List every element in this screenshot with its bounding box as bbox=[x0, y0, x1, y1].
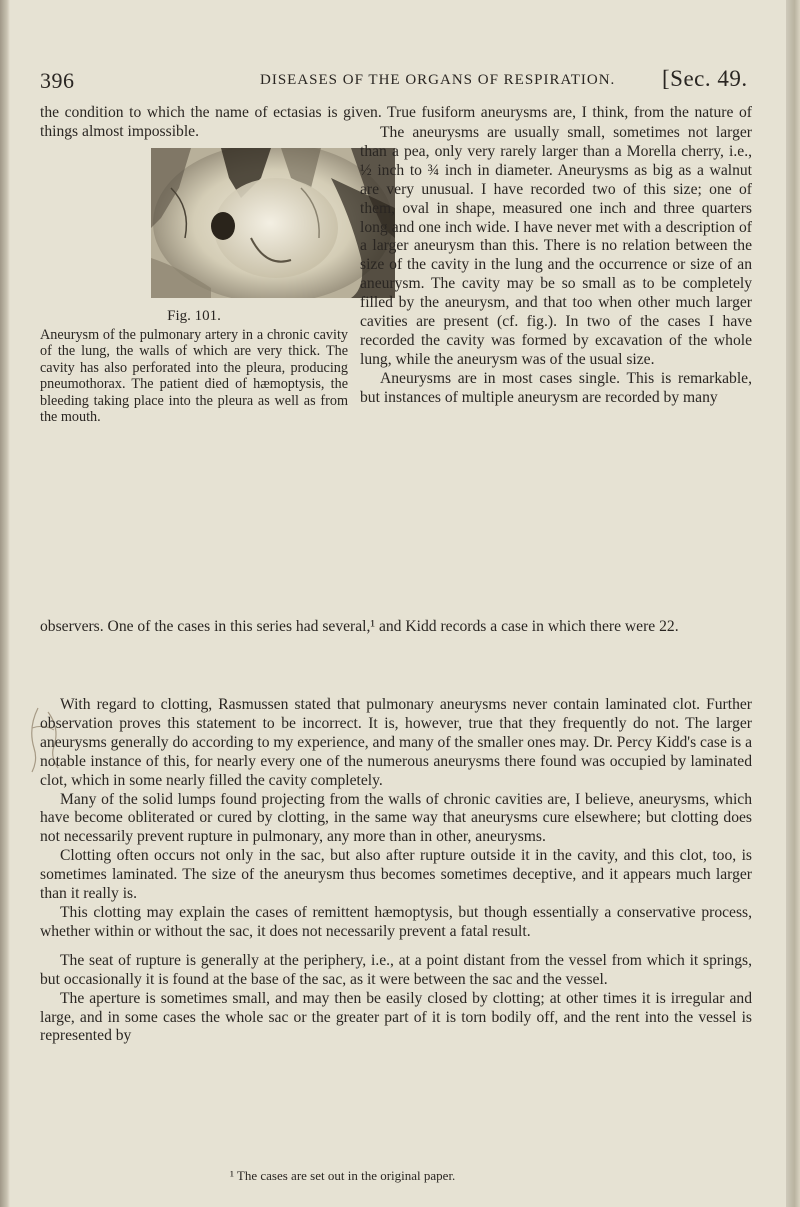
paragraph: The aperture is sometimes small, and may then be easily closed by clotting; at other times it is irregular and large, and in some cases the whole sac or the greater part of it is torn bodily off, and the rent into the vessel is represented by bbox=[40, 989, 752, 1045]
intro-text: the condition to which the name of ectasias is given. True fusiform aneurysms are, I think, from the nature of things almost impossible. bbox=[40, 104, 752, 140]
paragraph: Clotting often occurs not only in the sac, but also after rupture outside it in the cavity, and this clot, too, is sometimes laminated. The size of the aneurysm thus becomes sometimes deceptive, and it appears much larger than it really is. bbox=[40, 847, 752, 903]
running-head: DISEASES OF THE ORGANS OF RESPIRATION. bbox=[260, 72, 616, 88]
continuation-paragraph: observers. One of the cases in this series had several,¹ and Kidd records a case in which there were 22. bbox=[40, 618, 679, 635]
section-label: [Sec. 49. bbox=[662, 66, 748, 91]
page-gutter-shadow bbox=[0, 0, 10, 1207]
paragraph: With regard to clotting, Rasmussen stated that pulmonary aneurysms never contain laminated clot. Further observation proves this statement to be incorrect. It is, however, true that they frequently do not. The larger aneurysms generally do according to my experience, and many of the smaller ones may. Dr. Percy Kidd's case is a notable instance of this, for nearly every one of the numerous aneurysms there found was occupied by laminated clot, which in some nearly filled the cavity completely. bbox=[40, 696, 752, 789]
right-column-text bbox=[360, 124, 752, 408]
page-header bbox=[40, 62, 760, 96]
figure-caption bbox=[40, 308, 348, 426]
lung-cavity-drawing bbox=[151, 148, 395, 298]
figure-illustration bbox=[151, 148, 395, 298]
footnote: ¹ The cases are set out in the original paper. bbox=[230, 1168, 456, 1183]
figure-caption-text: Aneurysm of the pulmonary artery in a chronic cavity of the lung, the walls of which are very thick. The cavity has also perforated into the pleura, producing pneumothorax. The patient died of hæmoptysis, the bleeding taking place into the pleura as well as from the mouth. bbox=[40, 326, 348, 425]
page-number: 396 bbox=[40, 68, 75, 93]
paragraph: The seat of rupture is generally at the periphery, i.e., at a point distant from the vessel from which it springs, but occasionally it is found at the base of the sac, as it were between the sac and the vessel. bbox=[40, 951, 752, 988]
paragraph: This clotting may explain the cases of remittent hæmoptysis, but though essentially a conservative process, whether within or without the sac, it does not necessarily prevent a fatal result. bbox=[40, 903, 752, 940]
paragraph: Many of the solid lumps found projecting from the walls of chronic cavities are, I believe, aneurysms, which have become obliterated or cured by clotting, in the same way that aneurysms cure elsewhere; but clotting does not necessarily prevent rupture in pulmonary, any more than in other, aneurysms. bbox=[40, 790, 752, 846]
main-text bbox=[40, 696, 752, 1046]
paragraph: Aneurysms are in most cases single. This is remarkable, but instances of multiple aneurysm are recorded by many bbox=[360, 369, 752, 406]
paragraph: The aneurysms are usually small, sometimes not larger than a pea, only very rarely larger than a Morella cherry, i.e., ½ inch to ¾ inch in diameter. Aneurysms as big as a walnut are very unusual. I have recorded two of this size; one of them, oval in shape, measured one inch and three quarters long and one inch wide. I have never met with a description of a larger aneurysm than this. There is no relation between the size of the cavity in the lung and the occurrence or size of an aneurysm. The cavity may be so small as to be completely filled by the aneurysm, and that too when other much larger cavities are present (cf. fig.). In two of the cases I have recorded the cavity was formed by excavation of the whole lung, while the aneurysm was of the usual size. bbox=[360, 124, 752, 368]
page-edge bbox=[786, 0, 800, 1207]
figure-label: Fig. 101. bbox=[167, 308, 221, 324]
